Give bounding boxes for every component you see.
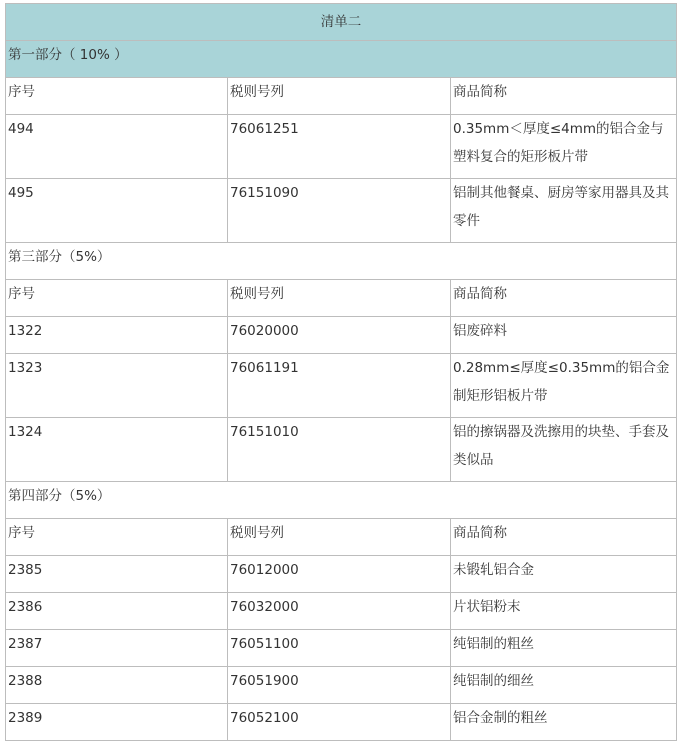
table-row xyxy=(6,593,677,630)
product-name-cell: 铝的擦锅器及洗擦用的块垫、手套及类似品 xyxy=(451,418,677,482)
table-row xyxy=(6,115,677,179)
table-title: 清单二 xyxy=(6,4,677,41)
table-row xyxy=(6,556,677,593)
table-title-row xyxy=(6,4,677,41)
header-product-name: 商品简称 xyxy=(451,78,677,115)
product-name-cell: 0.28mm≤厚度≤0.35mm的铝合金制矩形铝板片带 xyxy=(451,354,677,418)
product-name-cell: 铝制其他餐桌、厨房等家用器具及其零件 xyxy=(451,179,677,243)
product-name-cell: 纯铝制的细丝 xyxy=(451,667,677,704)
table-row xyxy=(6,704,677,741)
serial-number-cell: 2387 xyxy=(6,630,228,667)
header-serial-number: 序号 xyxy=(6,519,228,556)
serial-number-cell: 2386 xyxy=(6,593,228,630)
header-product-name: 商品简称 xyxy=(451,280,677,317)
header-tariff-code: 税则号列 xyxy=(228,78,451,115)
tariff-list-table xyxy=(5,3,677,741)
table-row xyxy=(6,630,677,667)
tariff-code-cell: 76051900 xyxy=(228,667,451,704)
column-header-row xyxy=(6,519,677,556)
product-name-cell: 铝废碎料 xyxy=(451,317,677,354)
serial-number-cell: 2385 xyxy=(6,556,228,593)
serial-number-cell: 2389 xyxy=(6,704,228,741)
section-heading-row xyxy=(6,482,677,519)
product-name-cell: 未锻轧铝合金 xyxy=(451,556,677,593)
tariff-code-cell: 76051100 xyxy=(228,630,451,667)
serial-number-cell: 495 xyxy=(6,179,228,243)
section-heading: 第一部分（ 10% ） xyxy=(6,41,677,78)
header-tariff-code: 税则号列 xyxy=(228,280,451,317)
section-heading-row xyxy=(6,243,677,280)
tariff-code-cell: 76151090 xyxy=(228,179,451,243)
section-heading: 第三部分（5%） xyxy=(6,243,677,280)
column-header-row xyxy=(6,78,677,115)
table-row xyxy=(6,317,677,354)
serial-number-cell: 1324 xyxy=(6,418,228,482)
table-row xyxy=(6,667,677,704)
section-heading-row xyxy=(6,41,677,78)
product-name-cell: 0.35mm＜厚度≤4mm的铝合金与塑料复合的矩形板片带 xyxy=(451,115,677,179)
header-serial-number: 序号 xyxy=(6,280,228,317)
product-name-cell: 片状铝粉末 xyxy=(451,593,677,630)
header-product-name: 商品简称 xyxy=(451,519,677,556)
product-name-cell: 铝合金制的粗丝 xyxy=(451,704,677,741)
serial-number-cell: 2388 xyxy=(6,667,228,704)
product-name-cell: 纯铝制的粗丝 xyxy=(451,630,677,667)
table-row xyxy=(6,354,677,418)
tariff-code-cell: 76151010 xyxy=(228,418,451,482)
serial-number-cell: 494 xyxy=(6,115,228,179)
table-row xyxy=(6,179,677,243)
tariff-code-cell: 76052100 xyxy=(228,704,451,741)
table-row xyxy=(6,418,677,482)
header-serial-number: 序号 xyxy=(6,78,228,115)
tariff-code-cell: 76012000 xyxy=(228,556,451,593)
tariff-code-cell: 76032000 xyxy=(228,593,451,630)
section-heading: 第四部分（5%） xyxy=(6,482,677,519)
tariff-code-cell: 76061251 xyxy=(228,115,451,179)
serial-number-cell: 1322 xyxy=(6,317,228,354)
header-tariff-code: 税则号列 xyxy=(228,519,451,556)
column-header-row xyxy=(6,280,677,317)
tariff-code-cell: 76020000 xyxy=(228,317,451,354)
tariff-code-cell: 76061191 xyxy=(228,354,451,418)
serial-number-cell: 1323 xyxy=(6,354,228,418)
